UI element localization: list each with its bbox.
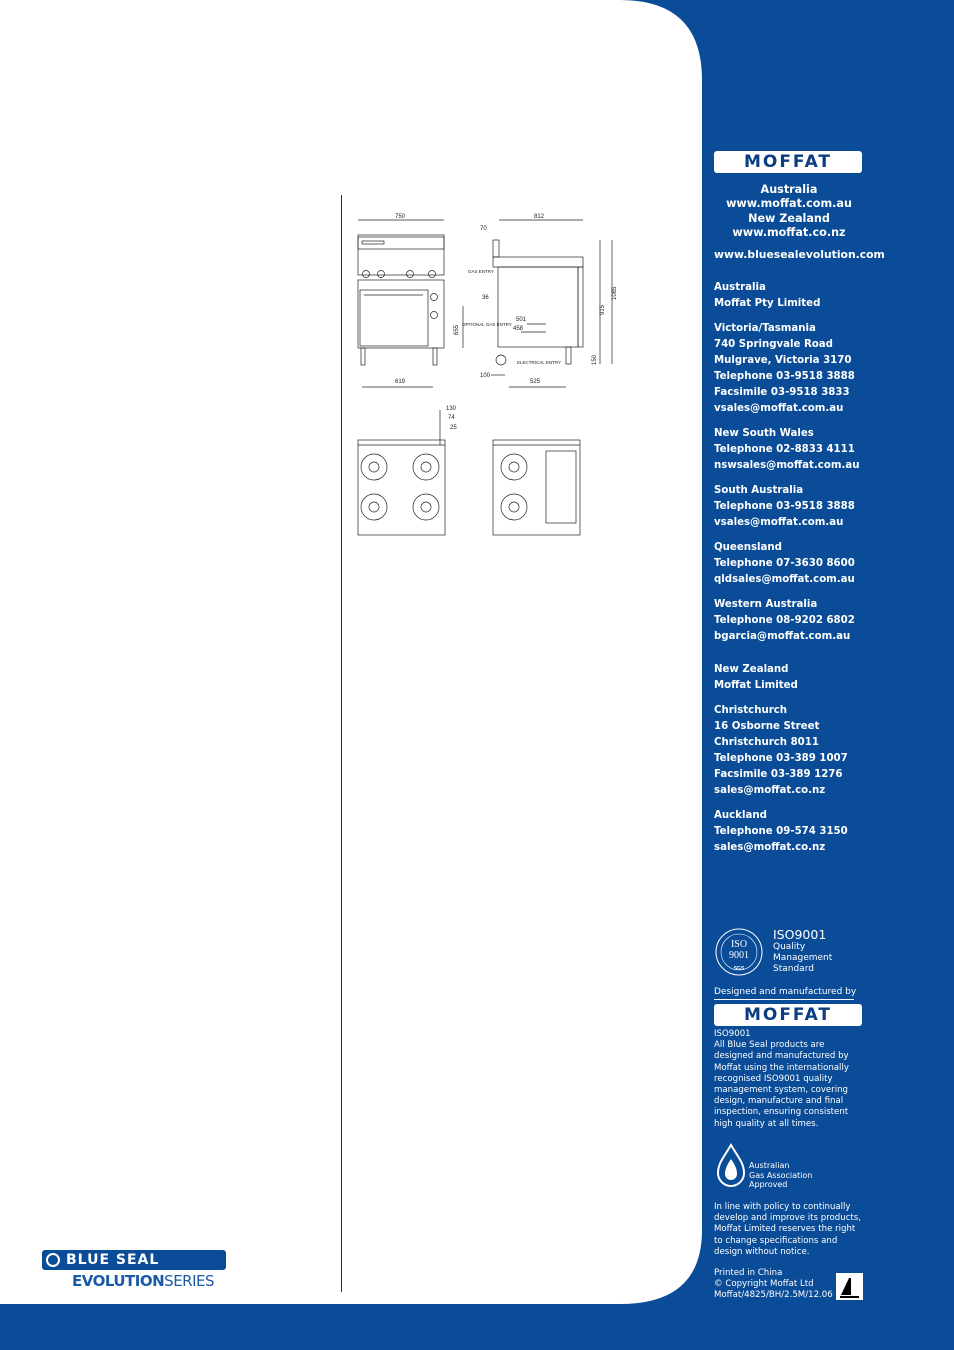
aga-text (749, 1161, 812, 1190)
contact-line[interactable]: nswsales@moffat.com.au (714, 460, 860, 471)
hq-line[interactable]: www.moffat.com.au (726, 197, 852, 211)
policy-line: Moffat Limited reserves the right (714, 1224, 856, 1235)
moffat-logo: MOFFAT (714, 151, 862, 173)
contact-line: Telephone 08-9202 6802 (714, 615, 855, 626)
contact-heading: Victoria/Tasmania (714, 323, 816, 334)
moffat-logo-bottom: MOFFAT (714, 1004, 862, 1026)
contact-line: Facsimile 03-9518 3833 (714, 387, 850, 398)
aga-flame-icon (714, 1143, 748, 1191)
contact-line: Christchurch 8011 (714, 737, 819, 748)
dim-1085: 1085 (612, 286, 618, 300)
iso_paragraph-line: Moffat using the internationally (714, 1062, 849, 1073)
blue-seal-logo-text: BLUE SEAL (66, 1252, 160, 1268)
dim-130: 130 (446, 406, 457, 412)
contact-line: Telephone 07-3630 8600 (714, 558, 855, 569)
iso_paragraph-line: ISO9001 (714, 1029, 751, 1039)
dim-150: 150 (592, 354, 598, 365)
iso-badge-top: ISO (730, 939, 748, 950)
dim-100: 100 (480, 373, 491, 379)
contact-heading: New Zealand (714, 664, 789, 675)
dim-458: 458 (513, 326, 524, 332)
evolution-series-logo (72, 1272, 214, 1290)
dim-750: 750 (395, 214, 406, 220)
dim-70: 70 (480, 226, 487, 232)
policy-line: design without notice. (714, 1246, 810, 1257)
contact-line[interactable]: qldsales@moffat.com.au (714, 574, 855, 585)
website-link[interactable]: www.bluesealevolution.com (714, 248, 885, 261)
contact-block (714, 280, 820, 312)
iso-sub: Quality (773, 942, 806, 952)
contact-heading: South Australia (714, 485, 804, 496)
dim-25: 25 (450, 425, 457, 431)
contact-line: Telephone 03-9518 3888 (714, 501, 855, 512)
contact-line: Telephone 03-389 1007 (714, 753, 848, 764)
contact-heading: New South Wales (714, 428, 814, 439)
contact-line: 740 Springvale Road (714, 339, 833, 350)
hq-line: Australia (760, 183, 818, 196)
contact-line: Moffat Limited (714, 680, 798, 691)
hq-line[interactable]: www.moffat.co.nz (732, 226, 846, 240)
aga-line: Approved (749, 1180, 788, 1189)
dim-655: 655 (454, 324, 460, 335)
contact-block (714, 808, 848, 856)
contact-heading: Queensland (714, 542, 782, 553)
iso_paragraph-line: design, manufacture and final (714, 1096, 844, 1107)
iso-badge-icon (714, 927, 764, 977)
aga-line: Gas Association (749, 1170, 813, 1180)
dim-915: 915 (600, 304, 606, 315)
contact-heading: Christchurch (714, 705, 788, 716)
contact-line: Telephone 03-9518 3888 (714, 371, 855, 382)
dimension-drawing (350, 205, 620, 545)
aga-line: Australian (749, 1161, 790, 1170)
contact-line[interactable]: vsales@moffat.com.au (714, 403, 844, 414)
column-divider (341, 195, 342, 1292)
policy-line: to change specifications and (714, 1235, 838, 1246)
contact-line[interactable]: sales@moffat.co.nz (714, 842, 826, 853)
contact-line: 16 Osborne Street (714, 721, 820, 732)
iso_paragraph-line: designed and manufactured by (714, 1051, 849, 1062)
contact-line: Telephone 02-8833 4111 (714, 444, 855, 455)
printed-line: © Copyright Moffat Ltd (714, 1279, 814, 1290)
iso-sub: Management (773, 953, 833, 963)
contact-line: Moffat Pty Limited (714, 298, 821, 309)
dim-501: 501 (516, 317, 527, 323)
iso_paragraph-line: management system, covering (714, 1085, 849, 1096)
contact-line[interactable]: sales@moffat.co.nz (714, 785, 826, 796)
label-electrical-entry: ELECTRICAL ENTRY (517, 360, 562, 365)
printed-line: Printed in China (714, 1268, 783, 1278)
iso_paragraph-line: high quality at all times. (714, 1118, 819, 1129)
series-word: SERIES (164, 1272, 215, 1290)
dim-812: 812 (534, 214, 545, 220)
hq-line: New Zealand (748, 211, 830, 225)
designed-by-label: Designed and manufactured by (714, 987, 854, 1000)
contact-block (714, 321, 855, 417)
contact-line: Mulgrave, Victoria 3170 (714, 355, 852, 366)
policy-text (714, 1202, 861, 1258)
iso_paragraph-line: inspection, ensuring consistent (714, 1107, 849, 1118)
head-office-block (714, 183, 864, 241)
contact-line: Telephone 09-574 3150 (714, 826, 848, 837)
contact-heading: Auckland (714, 810, 767, 821)
contact-heading: Australia (714, 282, 766, 293)
contact-block (714, 662, 798, 694)
contact-block (714, 426, 859, 474)
printed-text (714, 1268, 833, 1302)
printed-line: Moffat/4825/BH/2.5M/12.06 (714, 1290, 833, 1301)
dim-619: 619 (395, 379, 406, 385)
iso-badge-mark: SGS (733, 966, 745, 972)
contact-block (714, 703, 848, 799)
iso-title: ISO9001 (773, 927, 827, 942)
certification-mark-icon (836, 1273, 863, 1300)
contact-line: Facsimile 03-389 1276 (714, 769, 843, 780)
contact-line[interactable]: bgarcia@moffat.com.au (714, 631, 851, 642)
contact-line[interactable]: vsales@moffat.com.au (714, 517, 844, 528)
label-optional-gas-entry: OPTIONAL GAS ENTRY (462, 322, 512, 327)
label-gas-entry: GAS ENTRY (468, 269, 494, 274)
contact-block (714, 597, 855, 645)
iso-standard-text (773, 928, 832, 975)
iso_paragraph-line: recognised ISO9001 quality (714, 1073, 833, 1084)
blue-seal-logo (42, 1250, 226, 1270)
contact-block (714, 483, 855, 531)
contact-block (714, 540, 855, 588)
policy-line: In line with policy to continually (714, 1202, 851, 1212)
policy-line: develop and improve its products, (714, 1213, 861, 1224)
dim-74: 74 (448, 415, 455, 421)
iso-sub: Standard (773, 964, 814, 974)
dim-525: 525 (530, 379, 541, 385)
contact-heading: Western Australia (714, 599, 818, 610)
iso-paragraph (714, 1029, 849, 1130)
iso_paragraph-line: All Blue Seal products are (714, 1040, 825, 1051)
iso-badge-bottom: 9001 (729, 950, 749, 961)
evolution-word: EVOLUTION (72, 1272, 165, 1290)
dim-36: 36 (482, 295, 489, 301)
